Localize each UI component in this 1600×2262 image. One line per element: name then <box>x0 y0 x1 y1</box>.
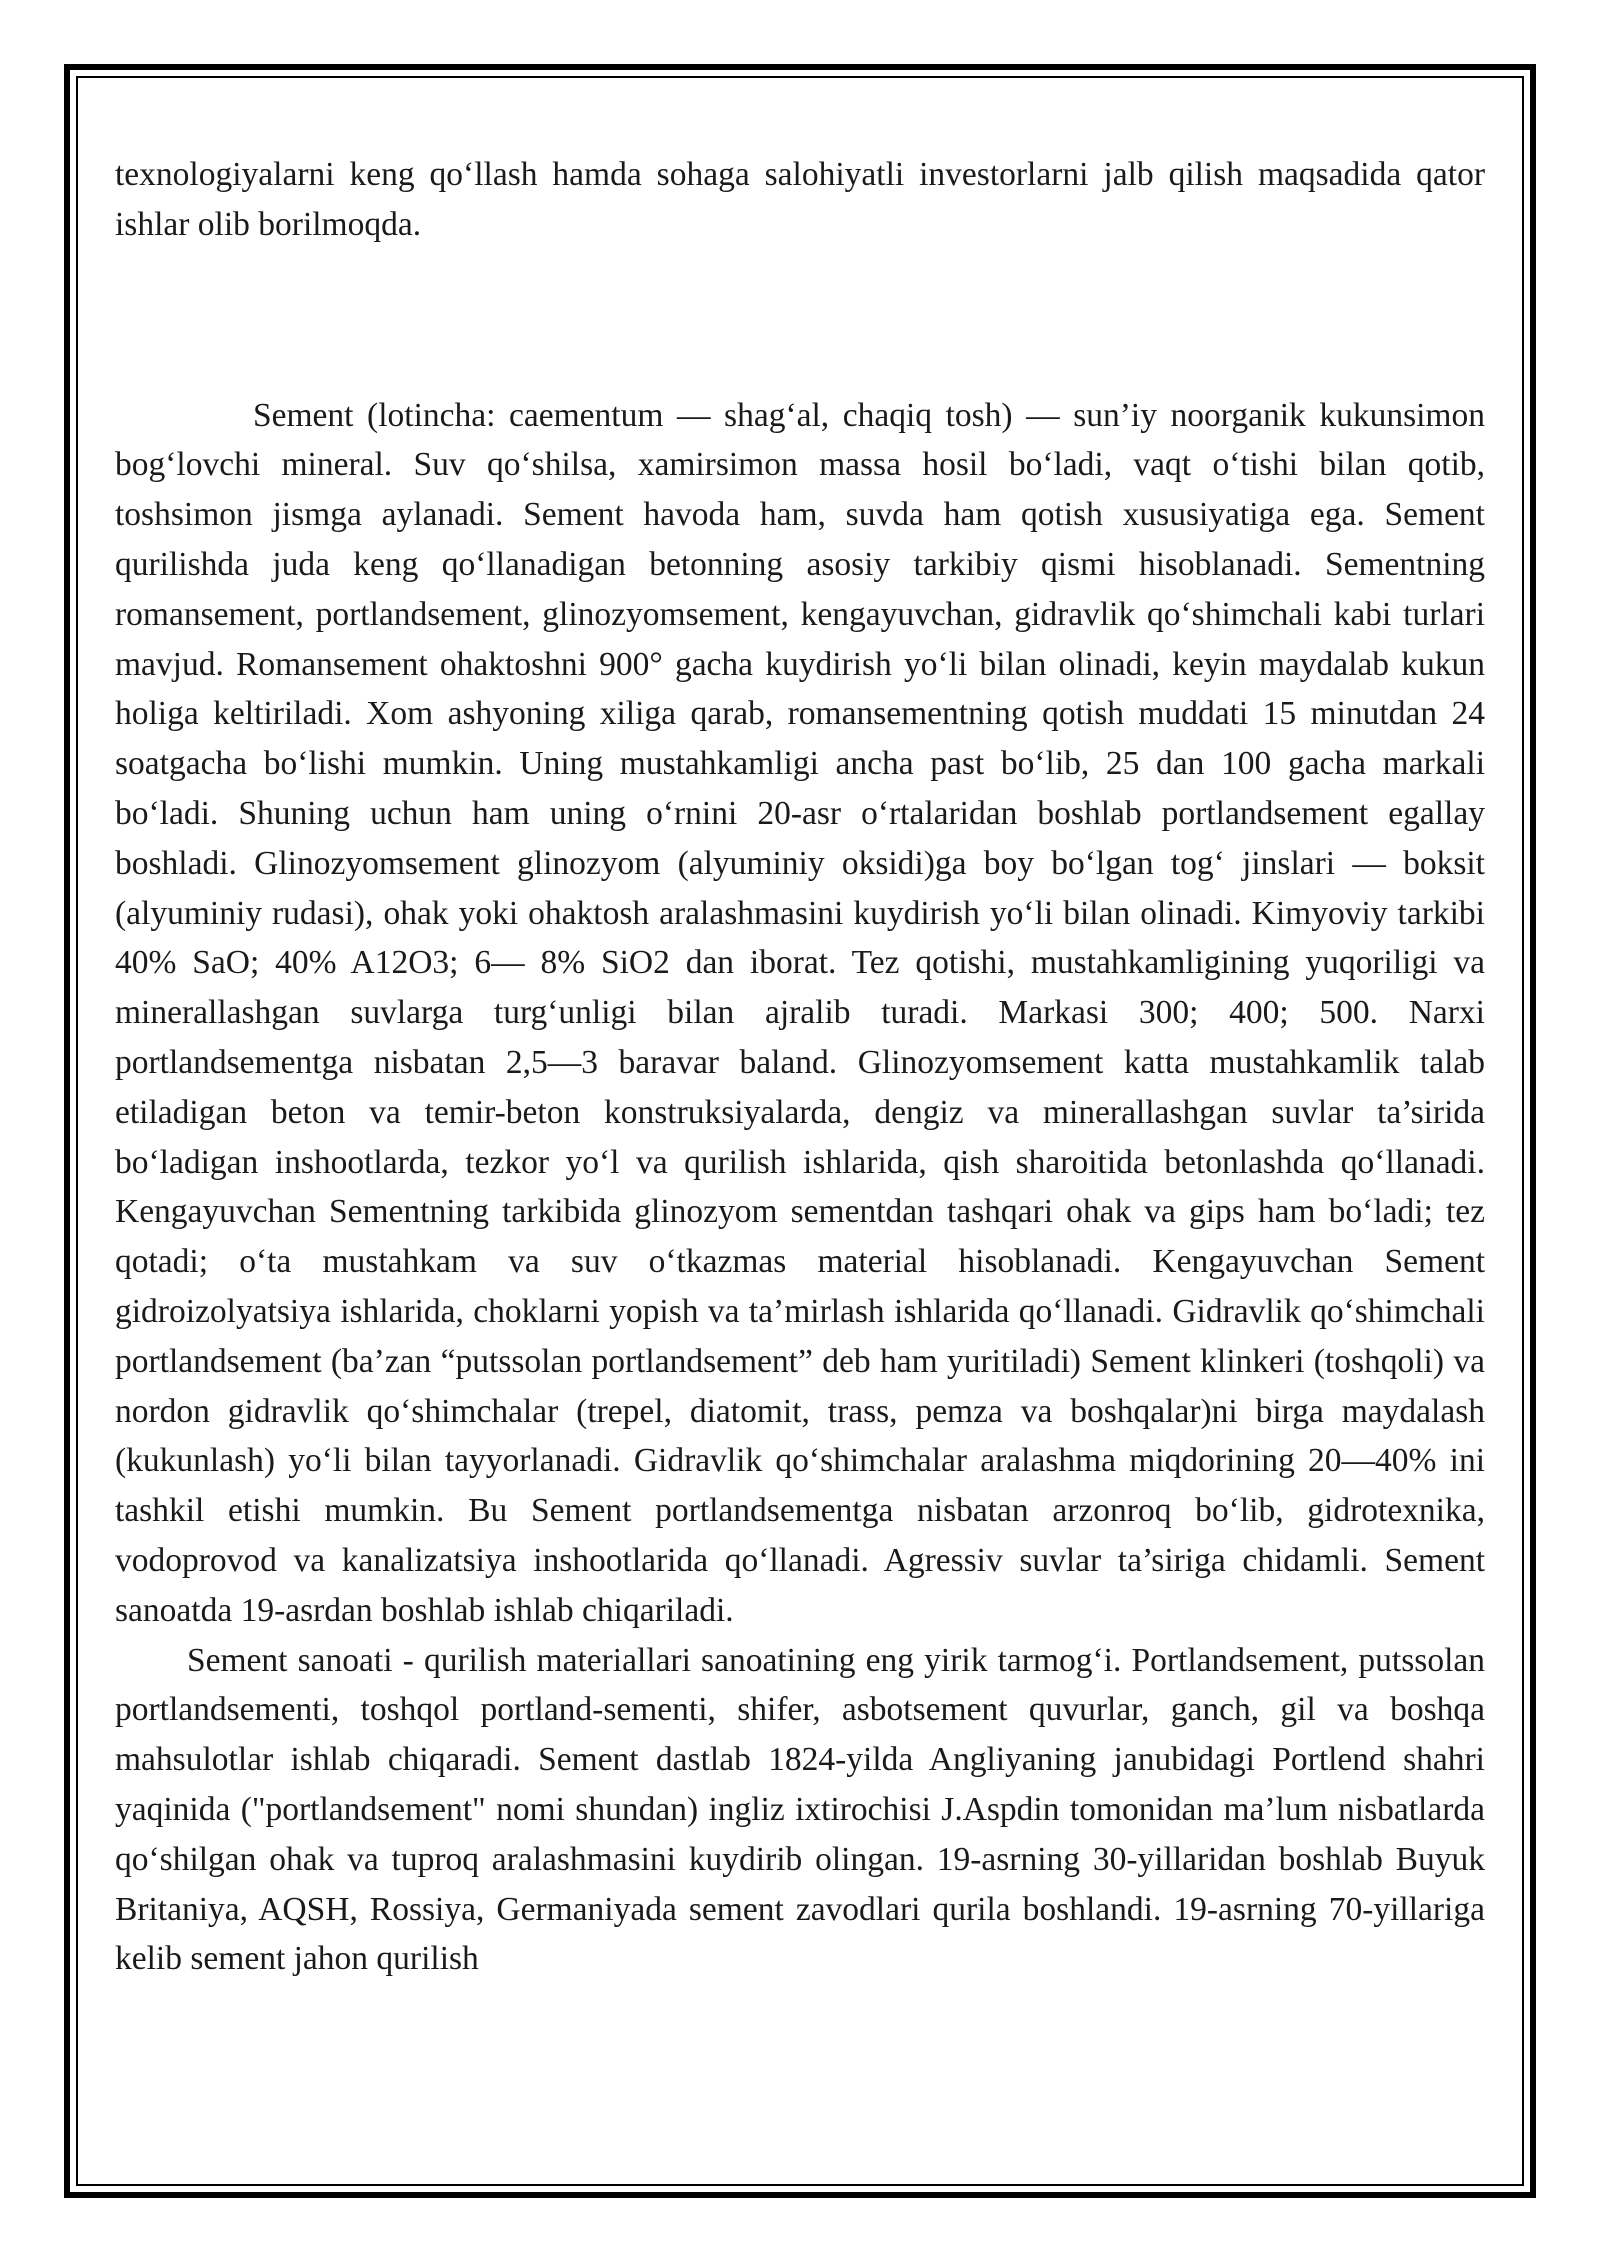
paragraph-intro: texnologiyalarni keng qo‘llash hamda sohaga salohiyatli investorlarni jalb qilish maqsadida qator ishlar olib borilmoqda. <box>115 156 1485 243</box>
paragraph-sement-definition: Sement (lotincha: caementum — shag‘al, chaqiq tosh) — sun’iy noorganik kukunsimon bog‘lovchi mineral. Suv qo‘shilsa, xamirsimon massa hosil bo‘ladi, vaqt o‘tishi bilan qotib, toshsimon jismga aylanadi. Sement havoda ham, suvda ham qotish xususiyatiga ega. Sement qurilishda juda keng qo‘llanadigan betonning asosiy tarkibiy qismi hisoblanadi. Sementning romansement, portlandsement, glinozyomsement, kengayuvchan, gidravlik qo‘shimchali kabi turlari mavjud. Romansement ohaktoshni 900° gacha kuydirish yo‘li bilan olinadi, keyin maydalab kukun holiga keltiriladi. Xom ashyoning xiliga qarab, romansementning qotish muddati 15 minutdan 24 soatgacha bo‘lishi mumkin. Uning mustahkamligi ancha past bo‘lib, 25 dan 100 gacha markali bo‘ladi. Shuning uchun ham uning o‘rnini 20-asr o‘rtalaridan boshlab portlandsement egallay boshladi. Glinozyomsement glinozyom (alyuminiy oksidi)ga boy bo‘lgan tog‘ jinslari — boksit (alyuminiy rudasi), ohak yoki ohaktosh aralashmasini kuydirish yo‘li bilan olinadi. Kimyoviy tarkibi 40% SaO; 40% A12O3; 6— 8% SiO2 dan iborat. Tez qotishi, mustahkamligining yuqoriligi va minerallashgan suvlarga turg‘unligi bilan ajralib turadi. Markasi 300; 400; 500. Narxi portlandsementga nisbatan 2,5—3 baravar baland. Glinozyomsement katta mustahkamlik talab etiladigan beton va temir-beton konstruksiyalarda, dengiz va minerallashgan suvlar ta’sirida bo‘ladigan inshootlarda, tezkor yo‘l va qurilish ishlarida, qish sharoitida betonlashda qo‘llanadi. Kengayuvchan Sementning tarkibida glinozyom sementdan tashqari ohak va gips ham bo‘ladi; tez qotadi; o‘ta mustahkam va suv o‘tkazmas material hisoblanadi. Kengayuvchan Sement gidroizolyatsiya ishlarida, choklarni yopish va ta’mirlash ishlarida qo‘llanadi. Gidravlik qo‘shimchali portlandsement (ba’zan “putssolan portlandsement” deb ham yuritiladi) Sement klinkeri (toshqoli) va nordon gidravlik qo‘shimchalar (trepel, diatomit, trass, pemza va boshqalar)ni birga maydalash (kukunlash) yo‘li bilan tayyorlanadi. Gidravlik qo‘shimchalar aralashma miqdorining 20—40% ini tashkil etishi mumkin. Bu Sement portlandsementga nisbatan arzonroq bo‘lib, gidrotexnika, vodoprovod va kanalizatsiya inshootlarida qo‘llanadi. Agressiv suvlar ta’siriga chidamli. Sement sanoatda 19-asrdan boshlab ishlab chiqariladi. <box>115 396 1485 1629</box>
paragraph-sement-industry: Sement sanoati - qurilish materiallari sanoatining eng yirik tarmog‘i. Portlandsement, putssolan portlandsementi, toshqol portland-sementi, shifer, asbotsement quvurlar, ganch, gil va boshqa mahsulotlar ishlab chiqaradi. Sement dastlab 1824-yilda Angliyaning janubidagi Portlend shahri yaqinida ("portlandsement" nomi shundan) ingliz ixtirochisi J.Aspdin tomonidan ma’lum nisbatlarda qo‘shilgan ohak va tuproq aralashmasini kuydirib olingan. 19-asrning 30-yillaridan boshlab Buyuk Britaniya, AQSH, Rossiya, Germaniyada sement zavodlari qurila boshlandi. 19-asrning 70-yillariga kelib sement jahon qurilish <box>115 1641 1485 1978</box>
document-body <box>115 150 1485 1984</box>
